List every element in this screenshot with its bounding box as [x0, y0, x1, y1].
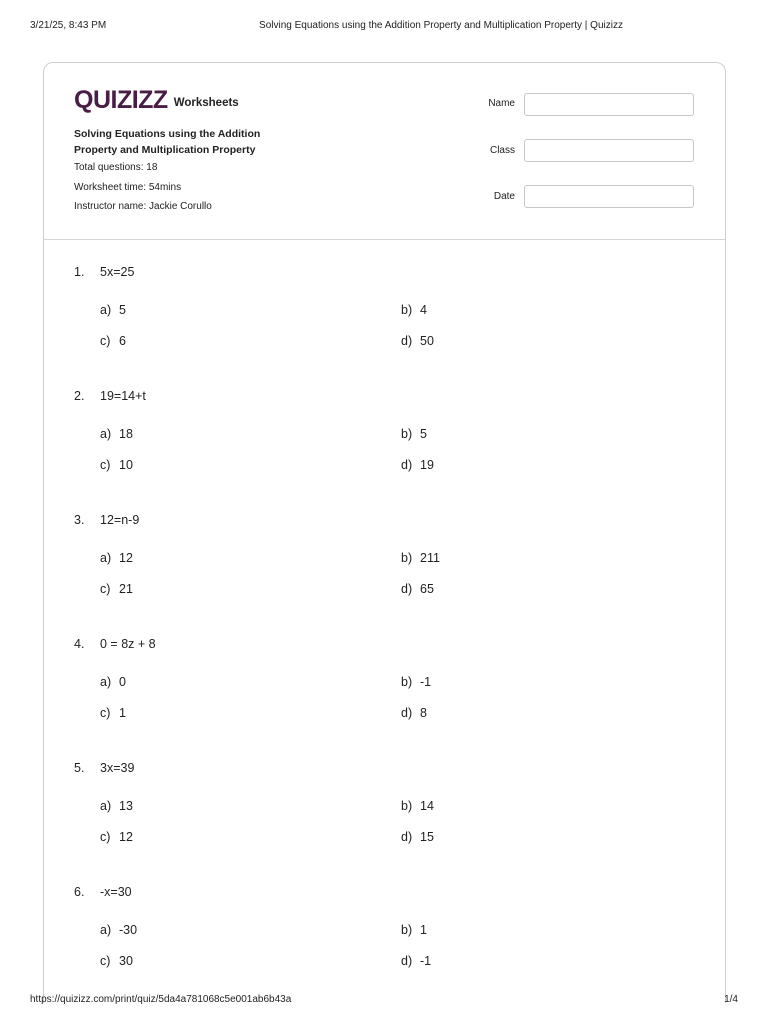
worksheet-header	[44, 63, 725, 240]
option-b	[401, 551, 440, 565]
option-a	[100, 303, 126, 317]
option-value: 1	[420, 923, 427, 937]
question-prompt	[74, 637, 156, 651]
question-text: 19=14+t	[100, 389, 146, 403]
option-letter: c)	[100, 458, 111, 472]
page-number: 1/4	[724, 994, 738, 1005]
option-b	[401, 923, 427, 937]
logo-wordmark: QUIZIZZ	[74, 86, 168, 114]
option-value: 4	[420, 303, 427, 317]
worksheet-title-line2: Property and Multiplication Property	[74, 144, 256, 156]
option-value: -30	[119, 923, 138, 937]
option-value: 5	[420, 427, 427, 441]
question-number: 6.	[74, 885, 85, 899]
print-url[interactable]: https://quizizz.com/print/quiz/5da4a781068c5e001ab6b43a	[30, 994, 292, 1005]
date-label: Date	[493, 191, 515, 202]
question-number: 2.	[74, 389, 85, 403]
option-value: -1	[420, 675, 432, 689]
option-letter: d)	[401, 706, 413, 720]
option-letter: d)	[401, 582, 413, 596]
option-letter: a)	[100, 923, 112, 937]
option-letter: c)	[100, 954, 111, 968]
question-text: 3x=39	[100, 761, 135, 775]
option-letter: c)	[100, 706, 111, 720]
option-value: 8	[420, 706, 427, 720]
option-letter: c)	[100, 830, 111, 844]
option-c	[100, 830, 133, 844]
class-label: Class	[489, 145, 515, 156]
question-text: -x=30	[100, 885, 132, 899]
option-d	[401, 582, 434, 596]
option-value: 50	[420, 334, 434, 348]
option-b	[401, 303, 427, 317]
option-letter: a)	[100, 427, 112, 441]
logo-subtitle: Worksheets	[173, 97, 239, 109]
option-value: 14	[420, 799, 434, 813]
date-field[interactable]	[524, 185, 694, 208]
option-value: -1	[420, 954, 432, 968]
option-letter: b)	[401, 923, 413, 937]
option-c	[100, 582, 133, 596]
question-number: 5.	[74, 761, 85, 775]
print-document-title: Solving Equations using the Addition Property and Multiplication Property | Quizizz	[259, 20, 623, 31]
question-number: 3.	[74, 513, 85, 527]
question-text: 0 = 8z + 8	[100, 637, 156, 651]
option-letter: c)	[100, 582, 111, 596]
option-letter: d)	[401, 334, 413, 348]
option-d	[401, 334, 434, 348]
question-prompt	[74, 513, 139, 527]
option-letter: a)	[100, 675, 112, 689]
print-footer	[0, 994, 768, 1008]
option-value: 15	[420, 830, 434, 844]
option-letter: d)	[401, 954, 413, 968]
option-value: 1	[119, 706, 126, 720]
option-value: 10	[119, 458, 133, 472]
option-value: 12	[119, 551, 133, 565]
option-value: 5	[119, 303, 126, 317]
option-d	[401, 830, 434, 844]
option-letter: a)	[100, 551, 112, 565]
option-letter: d)	[401, 830, 413, 844]
worksheet-time: Worksheet time: 54mins	[74, 182, 182, 193]
question-text: 5x=25	[100, 265, 135, 279]
option-b	[401, 427, 427, 441]
option-value: 19	[420, 458, 434, 472]
option-d	[401, 458, 434, 472]
option-value: 30	[119, 954, 133, 968]
option-d	[401, 954, 431, 968]
worksheet-title	[74, 126, 304, 158]
option-letter: b)	[401, 427, 413, 441]
option-letter: b)	[401, 303, 413, 317]
quizizz-logo	[74, 85, 239, 113]
total-questions: Total questions: 18	[74, 162, 158, 173]
option-letter: b)	[401, 551, 413, 565]
option-letter: a)	[100, 799, 112, 813]
option-value: 13	[119, 799, 133, 813]
name-label: Name	[488, 98, 515, 109]
option-c	[100, 954, 133, 968]
option-letter: b)	[401, 799, 413, 813]
name-field[interactable]	[524, 93, 694, 116]
option-d	[401, 706, 427, 720]
question-number: 1.	[74, 265, 85, 279]
question-prompt	[74, 761, 134, 775]
worksheet-title-line1: Solving Equations using the Addition	[74, 128, 261, 140]
option-value: 211	[420, 551, 440, 565]
option-a	[100, 799, 133, 813]
instructor-name: Instructor name: Jackie Corullo	[74, 201, 212, 212]
option-c	[100, 706, 126, 720]
question-number: 4.	[74, 637, 85, 651]
option-letter: d)	[401, 458, 413, 472]
option-c	[100, 334, 126, 348]
option-letter: c)	[100, 334, 111, 348]
question-text: 12=n-9	[100, 513, 140, 527]
option-b	[401, 675, 431, 689]
option-c	[100, 458, 133, 472]
class-field[interactable]	[524, 139, 694, 162]
option-value: 6	[119, 334, 126, 348]
print-datetime: 3/21/25, 8:43 PM	[30, 20, 107, 31]
option-value: 0	[119, 675, 126, 689]
option-a	[100, 675, 126, 689]
option-value: 18	[119, 427, 133, 441]
option-b	[401, 799, 434, 813]
option-value: 65	[420, 582, 434, 596]
option-a	[100, 551, 133, 565]
option-letter: b)	[401, 675, 413, 689]
question-prompt	[74, 885, 132, 899]
option-a	[100, 427, 133, 441]
option-value: 21	[119, 582, 133, 596]
worksheet-sheet	[43, 62, 726, 1003]
print-header	[0, 20, 768, 34]
question-prompt	[74, 265, 134, 279]
option-value: 12	[119, 830, 133, 844]
question-prompt	[74, 389, 146, 403]
option-a	[100, 923, 137, 937]
option-letter: a)	[100, 303, 112, 317]
